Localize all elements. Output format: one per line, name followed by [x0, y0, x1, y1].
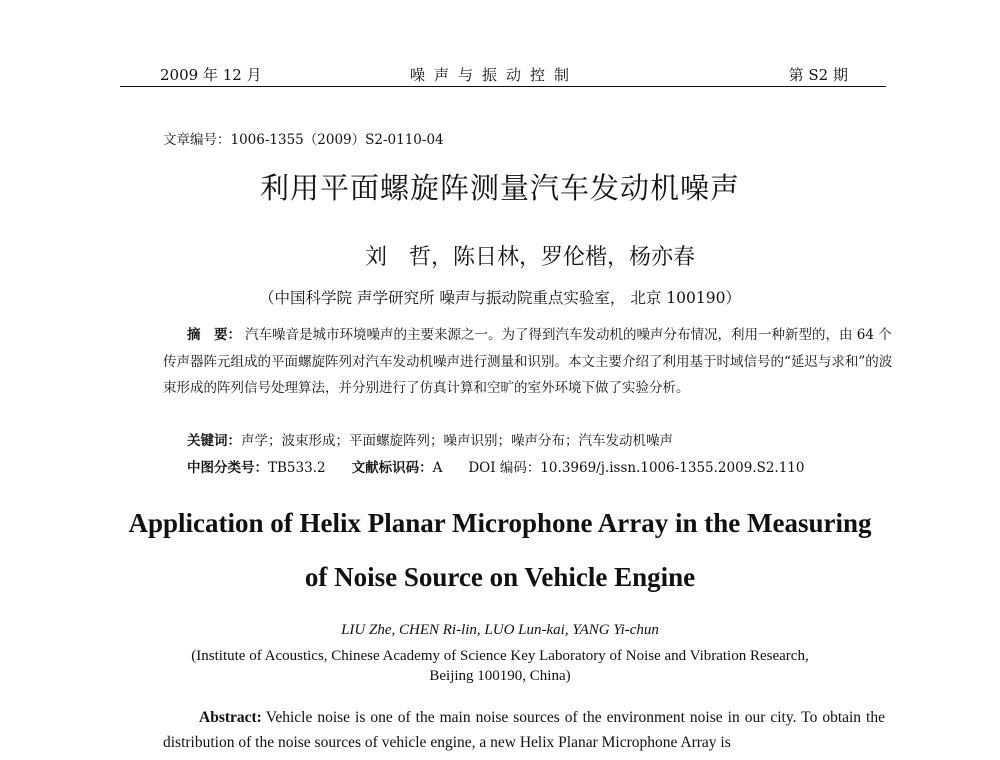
- chinese-abstract-label: 摘 要：: [187, 327, 241, 343]
- keywords-label: 关键词：: [187, 433, 241, 449]
- english-abstract: [163, 705, 885, 755]
- classification-line: [187, 456, 804, 476]
- chinese-keywords: [187, 429, 673, 449]
- doi-label: DOI 编码：: [468, 460, 541, 476]
- clc-value: TB533.2: [268, 460, 326, 476]
- running-header: [120, 60, 886, 87]
- chinese-authors: 刘 哲，陈日林，罗伦楷，杨亦春: [364, 245, 695, 270]
- chinese-title: 利用平面螺旋阵测量汽车发动机噪声: [259, 171, 740, 205]
- chinese-affiliation: （中国科学院 声学研究所 噪声与振动院重点实验室， 北京 100190）: [259, 289, 741, 307]
- english-title-line-2: of Noise Source on Vehicle Engine: [304, 562, 696, 592]
- english-authors: LIU Zhe, CHEN Ri-lin, LUO Lun-kai, YANG Yi-chun: [341, 622, 659, 638]
- doc-code-label: 文献标识码：: [351, 460, 433, 476]
- english-title-line-1: Application of Helix Planar Microphone Array in the Measuring: [128, 508, 872, 538]
- english-abstract-text: Vehicle noise is one of the main noise sources of the environment noise in our city. To obtain the distribution of the noise sources of vehicle engine, a new Helix Planar Microphone Array is: [163, 709, 885, 751]
- header-journal-name: 噪声与振动控制: [410, 66, 579, 84]
- header-date: 2009 年 12 月: [160, 66, 262, 84]
- doc-code-value: A: [432, 460, 443, 476]
- chinese-abstract-text: 汽车噪音是城市环境噪声的主要来源之一。为了得到汽车发动机的噪声分布情况，利用一种新型的，由 64 个传声器阵元组成的平面螺旋阵列对汽车发动机噪声进行测量和识别。本文主要介绍了利用基于时域信号的“延迟与求和”的波束形成的阵列信号处理算法，并分别进行了仿真计算和空旷的室外环境下做了实验分析。: [163, 327, 893, 396]
- english-abstract-label: Abstract:: [199, 709, 262, 726]
- clc-label: 中图分类号：: [187, 460, 268, 476]
- article-number: 文章编号：1006-1355（2009）S2-0110-04: [163, 132, 444, 148]
- chinese-abstract: [163, 322, 893, 402]
- english-affiliation: [0, 646, 1000, 686]
- header-issue: 第 S2 期: [788, 66, 848, 84]
- doi-value: 10.3969/j.issn.1006-1355.2009.S2.110: [540, 460, 805, 476]
- english-affiliation-line-2: Beijing 100190, China): [429, 668, 571, 684]
- keywords-text: 声学；波束形成；平面螺旋阵列；噪声识别；噪声分布；汽车发动机噪声: [241, 433, 673, 449]
- english-affiliation-line-1: (Institute of Acoustics, Chinese Academy of Science Key Laboratory of Noise and Vibration Research,: [191, 648, 809, 664]
